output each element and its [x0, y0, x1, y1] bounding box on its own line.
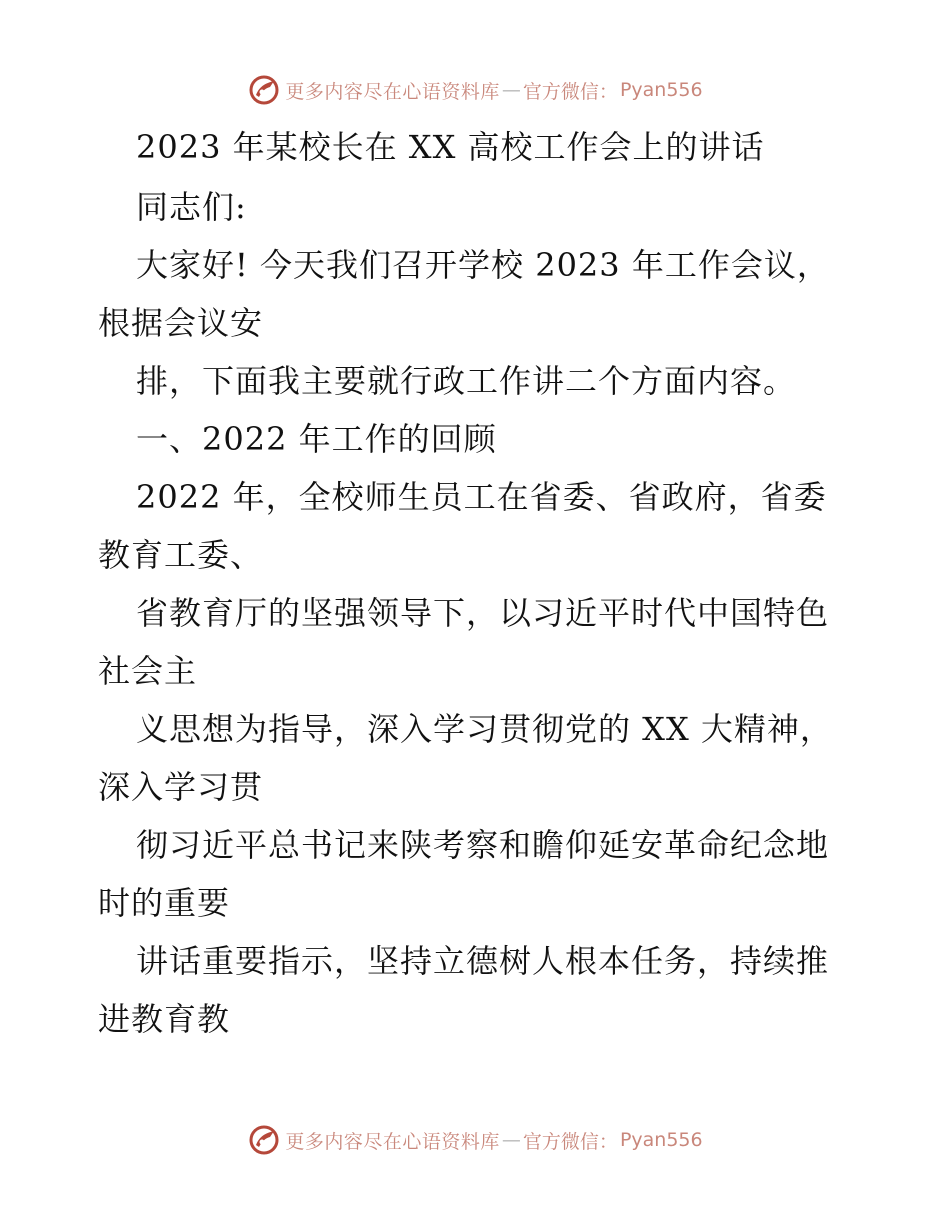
- watermark-id: Pyan556: [619, 1129, 703, 1151]
- text-line: 教育工委、: [98, 536, 264, 574]
- text-line: 根据会议安: [98, 304, 264, 342]
- brand-logo-icon: [247, 1123, 281, 1157]
- watermark-id: Pyan556: [619, 79, 703, 101]
- watermark-text: 更多内容尽在心语资料库: [285, 80, 500, 103]
- text-line: 排，下面我主要就行政工作讲二个方面内容。: [136, 362, 797, 400]
- text-line: 省教育厅的坚强领导下，以习近平时代中国特色: [136, 594, 830, 632]
- section-heading: 一、2022 年工作的回顾: [136, 420, 497, 458]
- text-line: 2022 年，全校师生员工在省委、省政府，省委: [136, 478, 827, 516]
- text-line: 大家好! 今天我们召开学校 2023 年工作会议，: [136, 246, 830, 284]
- text-line: 同志们:: [136, 188, 247, 226]
- text-line: 彻习近平总书记来陕考察和瞻仰延安革命纪念地: [136, 826, 830, 864]
- watermark-separator: —: [501, 79, 521, 101]
- footer-watermark: [0, 1120, 950, 1160]
- text-line: 社会主: [98, 652, 198, 690]
- text-line: 时的重要: [98, 884, 231, 922]
- watermark-label: 官方微信：: [522, 80, 618, 103]
- text-line: 义思想为指导，深入学习贯彻党的 XX 大精神，: [136, 710, 833, 748]
- watermark-text: 更多内容尽在心语资料库: [285, 1130, 500, 1153]
- text-line: 进教育教: [98, 1000, 231, 1038]
- watermark-separator: —: [501, 1129, 521, 1151]
- text-line: 深入学习贯: [98, 768, 264, 806]
- watermark-label: 官方微信：: [522, 1130, 618, 1153]
- document-title: 2023 年某校长在 XX 高校工作会上的讲话: [136, 128, 765, 166]
- text-line: 讲话重要指示，坚持立德树人根本任务，持续推: [136, 942, 830, 980]
